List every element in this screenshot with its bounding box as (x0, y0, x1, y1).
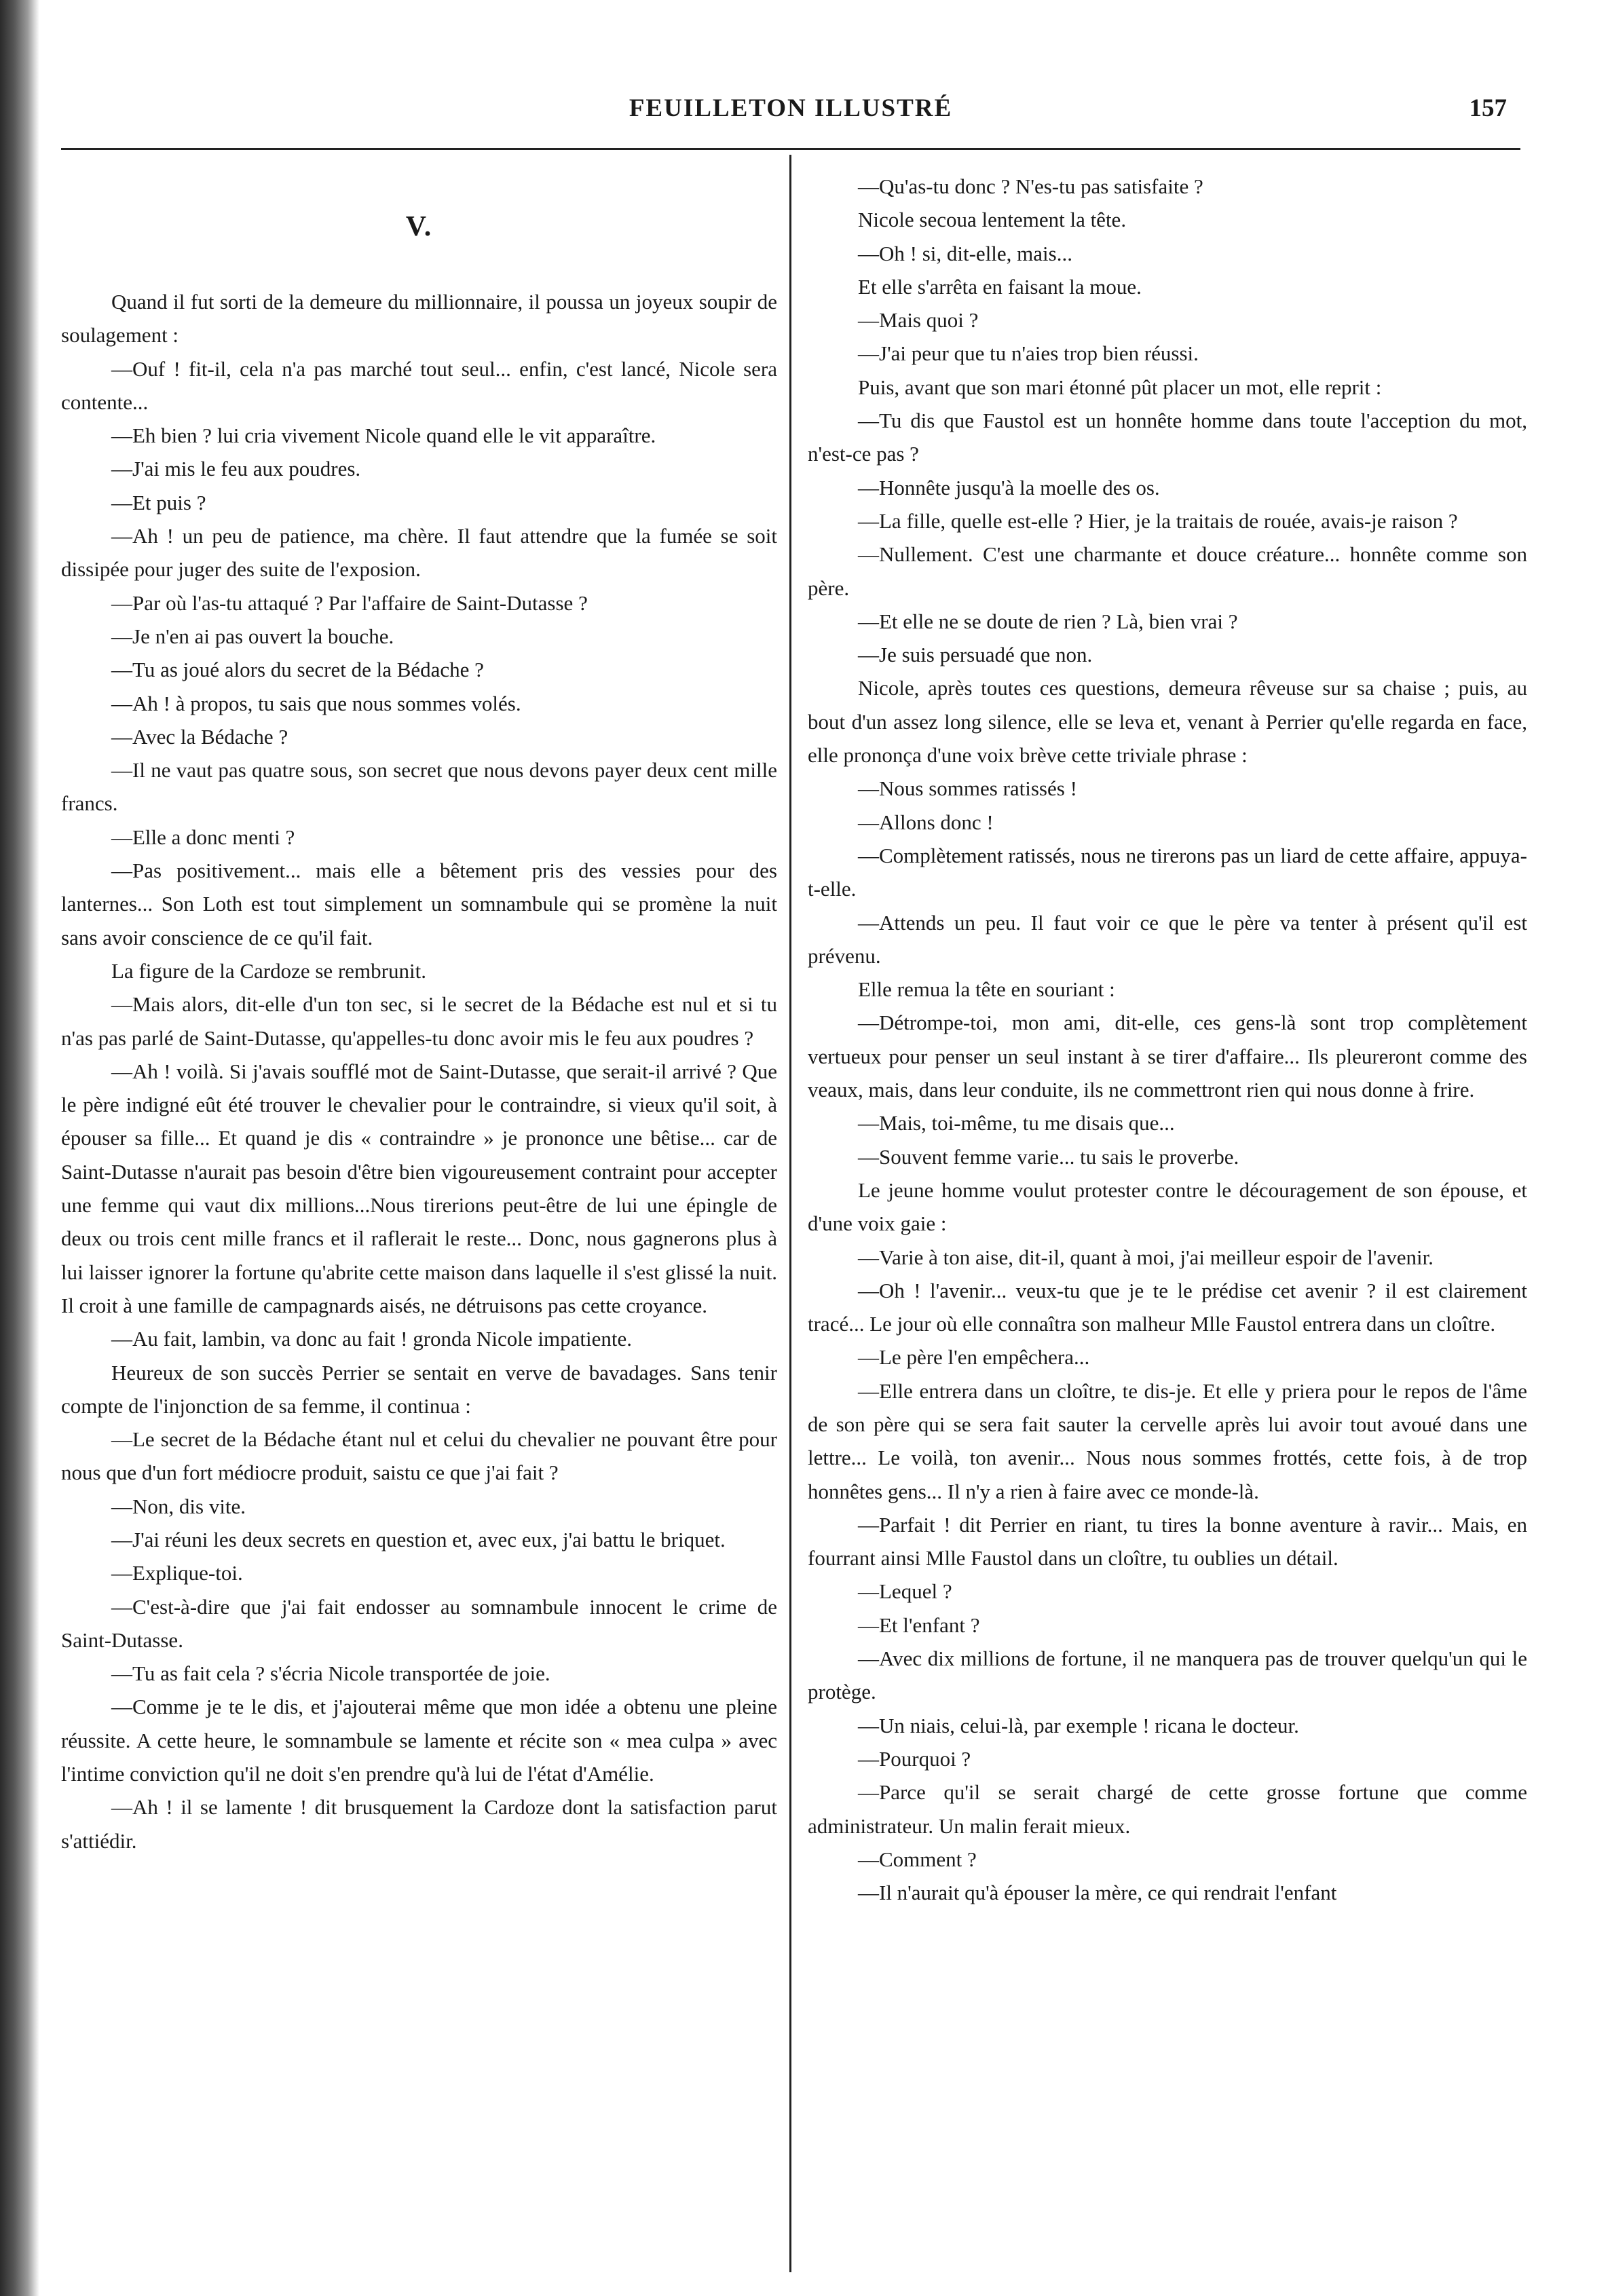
paragraph: —Il ne vaut pas quatre sous, son secret que nous devons payer deux cent mille francs. (61, 758, 777, 816)
paragraph: Puis, avant que son mari étonné pût placer un mot, elle reprit : (858, 375, 1382, 399)
paragraph: —Complètement ratissés, nous ne tirerons pas un liard de cette affaire, appuya-t-elle. (808, 843, 1527, 901)
paragraph: —Explique-toi. (111, 1561, 243, 1585)
right-column (808, 170, 1527, 1909)
paragraph: —Mais quoi ? (858, 308, 979, 333)
paragraph: —Pourquoi ? (858, 1746, 971, 1771)
paragraph: Nicole, après toutes ces questions, demeura rêveuse sur sa chaise ; puis, au bout d'un assez long silence, elle se leva et, venant à Perrier qu'elle regarda en face, elle prononça d'une voix brève cette triviale phrase : (808, 676, 1527, 768)
paragraph: —Ah ! il se lamente ! dit brusquement la Cardoze dont la satisfaction parut s'attiédir. (61, 1795, 777, 1853)
chapter-number: V. (405, 211, 433, 242)
paragraph: —Le secret de la Bédache étant nul et celui du chevalier ne pouvant être pour nous que d'un fort médiocre produit, saistu ce que j'ai fait ? (61, 1427, 777, 1485)
paragraph: —Nous sommes ratissés ! (858, 776, 1077, 801)
paragraph: —Un niais, celui-là, par exemple ! ricana le docteur. (858, 1713, 1299, 1737)
paragraph: —Souvent femme varie... tu sais le proverbe. (858, 1144, 1239, 1169)
paragraph: Nicole secoua lentement la tête. (858, 208, 1127, 232)
paragraph: —Oh ! si, dit-elle, mais... (858, 241, 1072, 265)
paragraph: —Attends un peu. Il faut voir ce que le père va tenter à présent qu'il est prévenu. (808, 910, 1527, 968)
paragraph: —Et puis ? (111, 490, 206, 514)
page-number: 157 (1469, 94, 1507, 122)
paragraph: —J'ai mis le feu aux poudres. (111, 457, 361, 481)
paragraph: —J'ai réuni les deux secrets en question et, avec eux, j'ai battu le briquet. (111, 1527, 726, 1551)
right-paragraphs (808, 170, 1527, 1909)
paragraph: —Tu as fait cela ? s'écria Nicole transportée de joie. (111, 1661, 550, 1686)
paragraph: —Avec dix millions de fortune, il ne manquera pas de trouver quelqu'un qui le protège. (808, 1646, 1527, 1704)
paragraph: —Mais, toi-même, tu me disais que... (858, 1111, 1175, 1135)
left-column (61, 170, 777, 1858)
paragraph: —Pas positivement... mais elle a bêtement pris des vessies pour des lanternes... Son Loth est tout simplement un somnambule qui se promène la nuit sans avoir conscience de ce qu'il fait. (61, 859, 777, 949)
paragraph: —Et l'enfant ? (858, 1613, 980, 1637)
paragraph: —Allons donc ! (858, 810, 994, 834)
paragraph: —Honnête jusqu'à la moelle des os. (858, 475, 1160, 500)
paragraph: —Qu'as-tu donc ? N'es-tu pas satisfaite ? (858, 174, 1203, 198)
paragraph: —Je suis persuadé que non. (858, 643, 1093, 667)
paragraph: —Ah ! voilà. Si j'avais soufflé mot de Saint-Dutasse, que serait-il arrivé ? Que le père indigné eût été trouver le chevalier pour le contraindre, si vieux qu'il soit, à épouser sa fille... Et quand je dis « contraindre » je prononce une bêtise... car de Saint-Dutasse n'aurait pas besoin d'être bien vigoureusement contraint pour accepter une femme qui vaut dix millions...Nous tirerions peut-être de lui une épingle de deux ou trois cent mille francs et il raflerait le reste... Donc, nous gagnerons plus à lui laisser ignorer la fortune qu'abrite cette maison dans laquelle il s'est glissé la nuit. Il croit à une famille de campagnards aisés, ne détruisons pas cette croyance. (61, 1059, 777, 1317)
left-paragraphs (61, 285, 777, 1858)
running-title: FEUILLETON ILLUSTRÉ (629, 94, 953, 122)
column-divider (789, 155, 791, 2272)
paragraph: —J'ai peur que tu n'aies trop bien réussi. (858, 341, 1199, 366)
paragraph: —C'est-à-dire que j'ai fait endosser au somnambule innocent le crime de Saint-Dutasse. (61, 1594, 777, 1652)
paragraph: —Nullement. C'est une charmante et douce créature... honnête comme son père. (808, 542, 1527, 600)
paragraph: —Comme je te le dis, et j'ajouterai même que mon idée a obtenu une pleine réussite. A cette heure, le somnambule se lamente et récite son « mea culpa » avec l'intime conviction qu'il ne doit s'en prendre qu'à lui de l'état d'Amélie. (61, 1695, 777, 1786)
paragraph: —Je n'en ai pas ouvert la bouche. (111, 624, 394, 648)
paragraph: —Parfait ! dit Perrier en riant, tu tires la bonne aventure à ravir... Mais, en fourrant ainsi Mlle Faustol dans un cloître, tu oublies un détail. (808, 1512, 1527, 1570)
paragraph: —Ah ! à propos, tu sais que nous sommes volés. (111, 691, 521, 715)
paragraph: —Ouf ! fit-il, cela n'a pas marché tout seul... enfin, c'est lancé, Nicole sera contente... (61, 356, 777, 414)
paragraph: —Par où l'as-tu attaqué ? Par l'affaire de Saint-Dutasse ? (111, 590, 588, 615)
running-head (61, 94, 1520, 134)
paragraph: —Oh ! l'avenir... veux-tu que je te le prédise cet avenir ? il est clairement tracé... Le jour où elle connaîtra son malheur Mlle Faustol entrera dans un cloître. (808, 1278, 1527, 1336)
paragraph: —La fille, quelle est-elle ? Hier, je la traitais de rouée, avais-je raison ? (858, 508, 1458, 533)
paragraph: Heureux de son succès Perrier se sentait en verve de bavadages. Sans tenir compte de l'injonction de sa femme, il continua : (61, 1360, 777, 1418)
header-rule (61, 148, 1520, 150)
paragraph: —Non, dis vite. (111, 1494, 246, 1518)
paragraph: —Tu as joué alors du secret de la Bédache ? (111, 658, 484, 682)
paragraph: —Elle entrera dans un cloître, te dis-je. Et elle y priera pour le repos de l'âme de son père qui se sera fait sauter la cervelle après lui avoir tout avoué dans une lettre... Le voilà, ton avenir... Nous nous sommes frottés, cette fois, à de trop honnêtes gens... Il n'y a rien à faire avec ce monde-là. (808, 1378, 1527, 1503)
paragraph: —Comment ? (858, 1847, 977, 1871)
paragraph: —Avec la Bédache ? (111, 724, 288, 749)
paragraph: —Le père l'en empêchera... (858, 1345, 1090, 1370)
paragraph: —Lequel ? (858, 1579, 952, 1604)
paragraph: —Et elle ne se doute de rien ? Là, bien vrai ? (858, 609, 1238, 633)
page-binding-edge (0, 0, 39, 2296)
paragraph: —Mais alors, dit-elle d'un ton sec, si le secret de la Bédache est nul et si tu n'as pas parlé de Saint-Dutasse, qu'appelles-tu donc avoir mis le feu aux poudres ? (61, 992, 777, 1050)
paragraph: Elle remua la tête en souriant : (858, 977, 1115, 1002)
paragraph: —Tu dis que Faustol est un honnête homme dans toute l'acception du mot, n'est-ce pas ? (808, 409, 1527, 466)
paragraph: Et elle s'arrêta en faisant la moue. (858, 274, 1142, 299)
paragraph: —Ah ! un peu de patience, ma chère. Il faut attendre que la fumée se soit dissipée pour juger des suite de l'exposion. (61, 524, 777, 582)
paragraph: Le jeune homme voulut protester contre le découragement de son épouse, et d'une voix gaie : (808, 1178, 1527, 1236)
paragraph: —Elle a donc menti ? (111, 825, 295, 849)
paragraph: —Parce qu'il se serait chargé de cette grosse fortune que comme administrateur. Un malin ferait mieux. (808, 1780, 1527, 1838)
paragraph: —Détrompe-toi, mon ami, dit-elle, ces gens-là sont trop complètement vertueux pour penser un seul instant à se tirer d'affaire... Ils pleureront comme des veaux, mais, dans leur conduite, ils ne commettront rien qui nous donne à frire. (808, 1011, 1527, 1102)
paragraph: —Varie à ton aise, dit-il, quant à moi, j'ai meilleur espoir de l'avenir. (858, 1245, 1434, 1269)
paragraph: —Eh bien ? lui cria vivement Nicole quand elle le vit apparaître. (111, 424, 656, 448)
paragraph: Quand il fut sorti de la demeure du millionnaire, il poussa un joyeux soupir de soulagement : (61, 290, 777, 347)
paragraph: La figure de la Cardoze se rembrunit. (111, 958, 426, 983)
paragraph: —Il n'aurait qu'à épouser la mère, ce qui rendrait l'enfant (858, 1881, 1337, 1905)
paragraph: —Au fait, lambin, va donc au fait ! gronda Nicole impatiente. (111, 1327, 633, 1351)
